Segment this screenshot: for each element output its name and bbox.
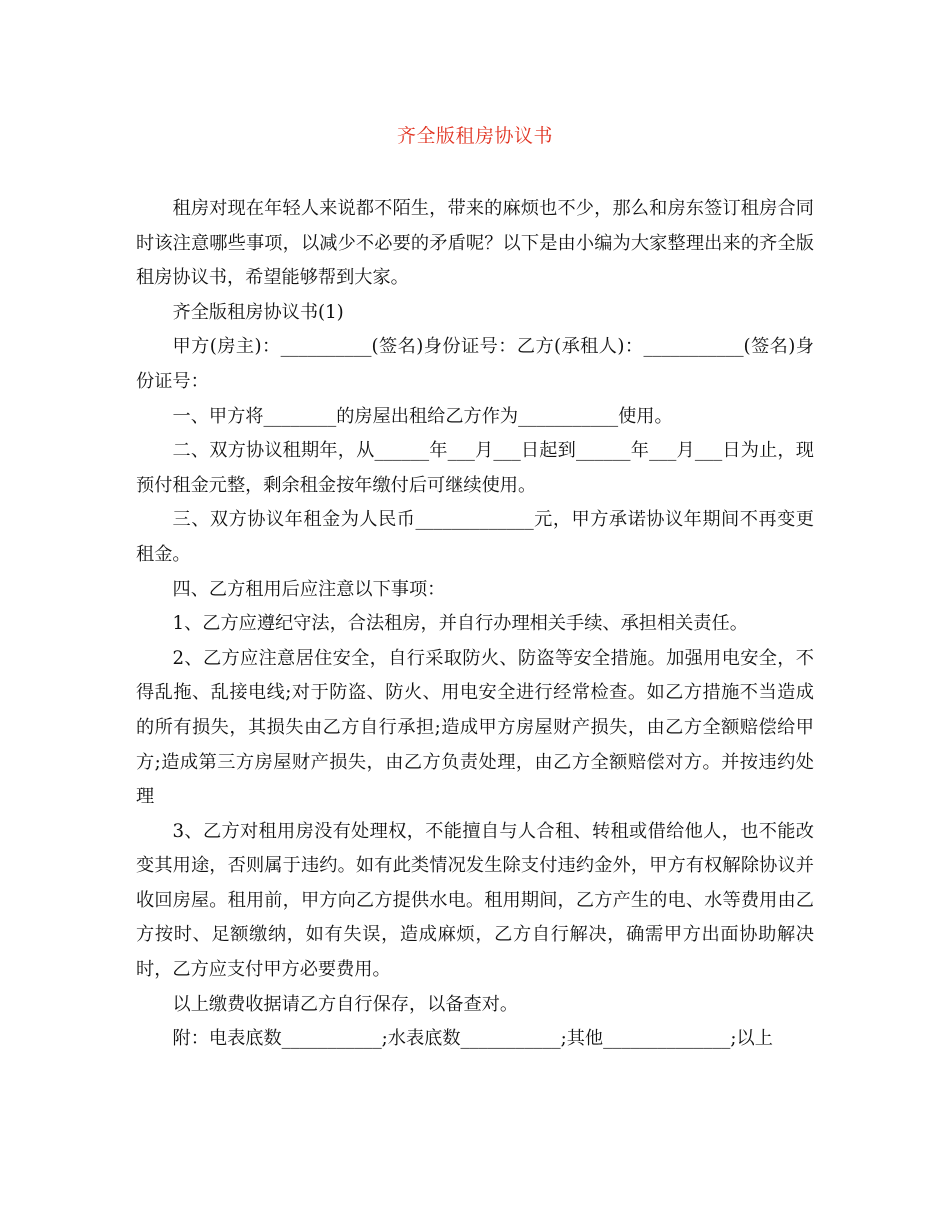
- meter-readings: 附：电表底数___________;水表底数___________;其他______________;以上: [172, 1028, 773, 1050]
- item-2: 2、乙方应注意居住安全，自行采取防火、防盗等安全措施。加强用电安全，不得乱拖、乱接电线;对于防盗、防火、用电安全进行经常检查。如乙方措施不当造成的所有损失，其损失由乙方自行承担;造成甲方房屋财产损失，由乙方全额赔偿给甲方;造成第三方房屋财产损失，由乙方负责处理，由乙方全额赔偿对方。并按违约处理: [136, 647, 814, 808]
- clause-3: 三、双方协议年租金为人民币_____________元，甲方承诺协议年期间不再变更租金。: [136, 509, 814, 565]
- clause-1: 一、甲方将________的房屋出租给乙方作为___________使用。: [172, 405, 673, 427]
- item-1: 1、乙方应遵纪守法，合法租房，并自行办理相关手续、承担相关责任。: [172, 613, 748, 635]
- intro-paragraph: 租房对现在年轻人来说都不陌生，带来的麻烦也不少，那么和房东签订租房合同时该注意哪些事项，以减少不必要的矛盾呢？以下是由小编为大家整理出来的齐全版租房协议书，希望能够帮到大家。: [136, 198, 814, 289]
- item-3: 3、乙方对租用房没有处理权，不能擅自与人合租、转租或借给他人，也不能改变其用途，否则属于违约。如有此类情况发生除支付违约金外，甲方有权解除协议并收回房屋。租用前，甲方向乙方提供水电。租用期间，乙方产生的电、水等费用由乙方按时、足额缴纳，如有失误，造成麻烦，乙方自行解决，确需甲方出面协助解决时，乙方应支付甲方必要费用。: [136, 820, 814, 981]
- clause-2: 二、双方协议租期年，从______年___月___日起到______年___月___日为止，现预付租金元整，剩余租金按年缴付后可继续使用。: [136, 440, 814, 496]
- section-heading: 齐全版租房协议书(1): [172, 301, 344, 323]
- document-title: 齐全版租房协议书: [396, 125, 553, 147]
- clause-4: 四、乙方租用后应注意以下事项：: [172, 578, 446, 600]
- parties-paragraph: 甲方(房主)：__________(签名)身份证号：乙方(承租人)：___________(签名)身份证号：: [136, 336, 814, 392]
- receipt-note: 以上缴费收据请乙方自行保存，以备查对。: [172, 993, 519, 1015]
- document-body: [136, 192, 814, 1057]
